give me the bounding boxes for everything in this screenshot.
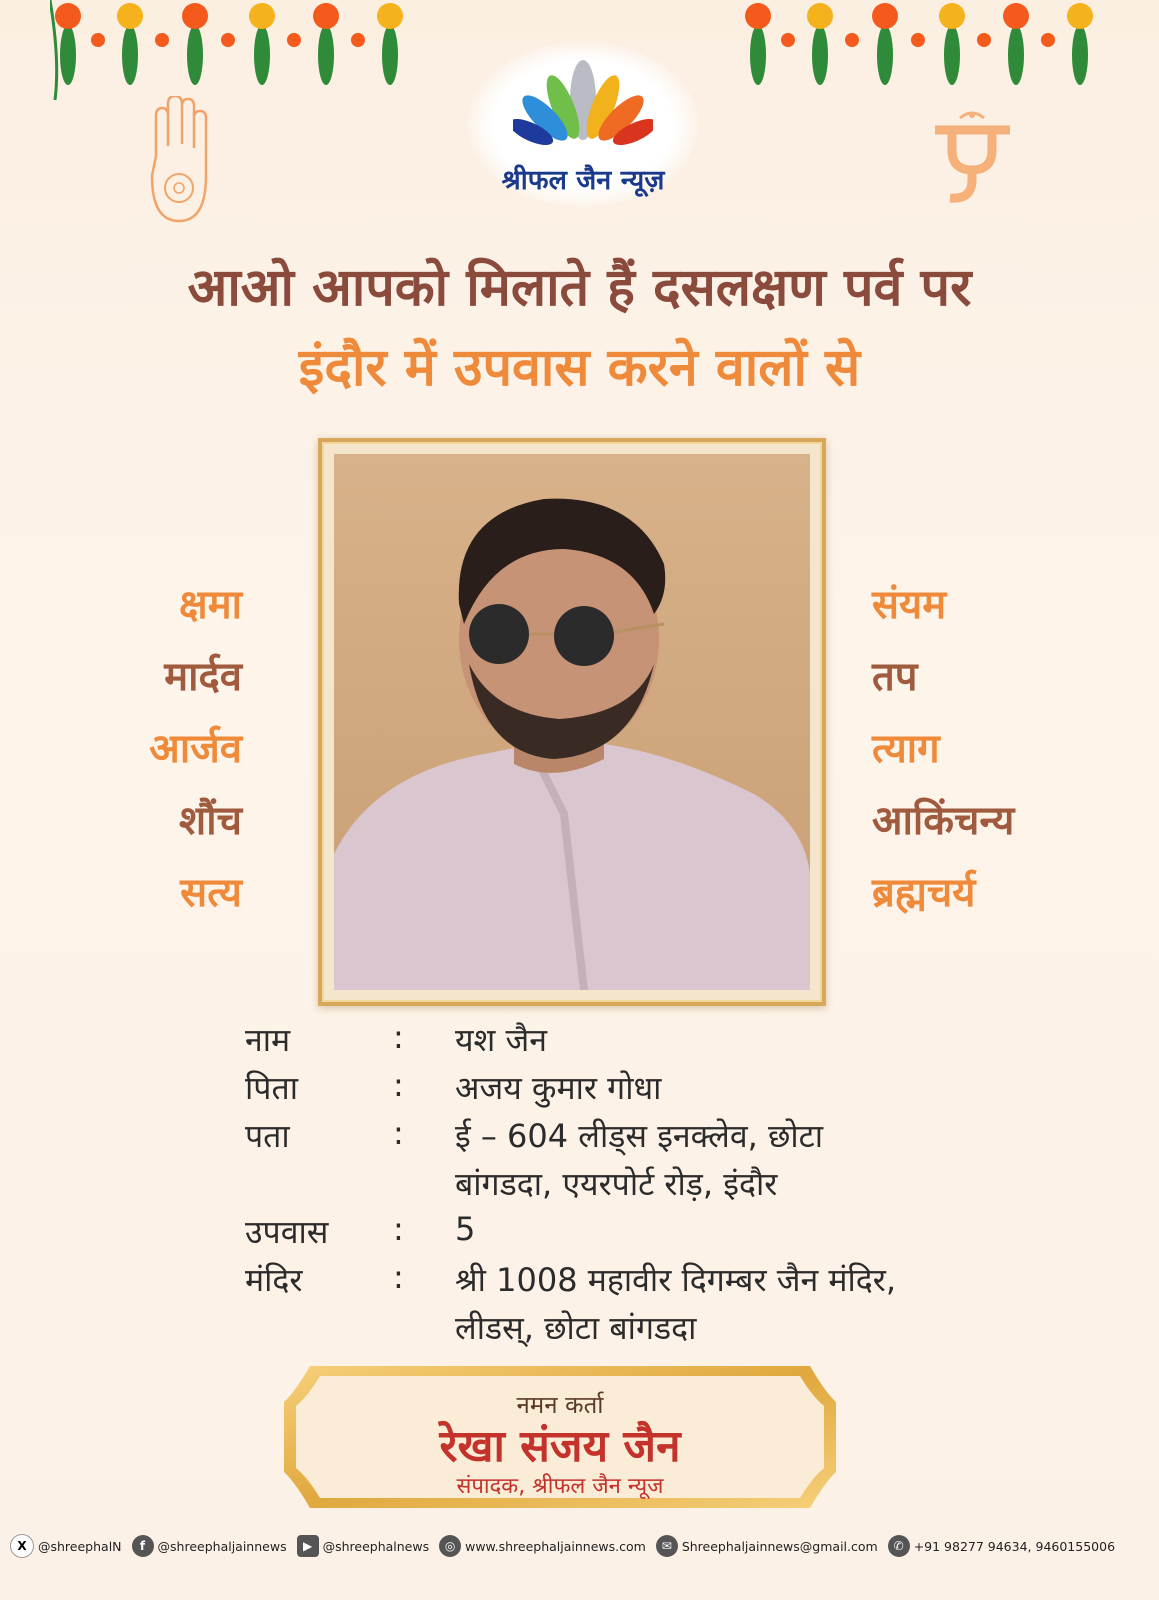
colon: : <box>393 1210 404 1248</box>
phone-icon: ✆ <box>888 1535 910 1557</box>
footer-email[interactable] <box>656 1535 878 1557</box>
footer-website[interactable] <box>439 1535 646 1557</box>
headline-line-1: आओ आपको मिलाते हैं दसलक्षण पर्व पर <box>187 258 972 318</box>
portrait-frame <box>318 438 826 1006</box>
flower-garland-left <box>50 0 420 105</box>
jain-hand-icon <box>148 96 210 224</box>
temple-label: मंदिर <box>245 1261 303 1299</box>
globe-icon: ◎ <box>439 1535 461 1557</box>
colon: : <box>393 1066 404 1104</box>
email-icon: ✉ <box>656 1535 678 1557</box>
father-value: अजय कुमार गोधा <box>455 1069 662 1107</box>
logo-text: श्रीफल जैन न्यूज़ <box>501 165 665 196</box>
footer-phone[interactable] <box>888 1535 1115 1557</box>
footer-bar <box>10 1528 1149 1564</box>
virtue-akinchanya: आकिंचन्य <box>872 798 1015 844</box>
fast-value: 5 <box>455 1210 476 1248</box>
hreem-symbol-icon <box>930 110 1015 205</box>
fast-label: उपवास <box>245 1213 329 1251</box>
virtue-satya: सत्य <box>180 870 242 916</box>
footer <box>0 1528 1159 1600</box>
plaque-role: संपादक, श्रीफल जैन न्यूज <box>456 1474 664 1499</box>
dedication-plaque <box>280 1362 840 1512</box>
virtue-tyag: त्याग <box>872 726 940 772</box>
father-label: पिता <box>245 1069 298 1107</box>
virtue-kshama: क्षमा <box>179 582 242 628</box>
temple-line-2: लीडस्, छोटा बांगडदा <box>455 1309 697 1347</box>
virtue-tap: तप <box>872 654 918 700</box>
virtue-shauch: शौंच <box>179 798 242 844</box>
virtue-sanyam: संयम <box>872 582 947 628</box>
address-line-2: बांगडदा, एयरपोर्ट रोड़, इंदौर <box>455 1165 778 1203</box>
virtue-arjav: आर्जव <box>149 726 242 772</box>
address-label: पता <box>245 1117 290 1155</box>
facebook-handle: @shreephaljainnews <box>157 1538 287 1554</box>
flower-garland-right <box>740 0 1110 105</box>
colon: : <box>393 1018 404 1056</box>
youtube-handle: @shreephalnews <box>322 1538 430 1554</box>
facebook-icon: f <box>132 1535 154 1557</box>
name-value: यश जैन <box>455 1021 547 1059</box>
address-line-1: ई – 604 लीड्स इनक्लेव, छोटा <box>455 1117 824 1155</box>
temple-line-1: श्री 1008 महावीर दिगम्बर जैन मंदिर, <box>455 1261 897 1299</box>
colon: : <box>393 1114 404 1152</box>
portrait-photo <box>334 454 810 990</box>
footer-youtube[interactable] <box>297 1535 430 1557</box>
shreephal-logo <box>468 42 698 207</box>
lotus-icon <box>513 52 653 157</box>
phone-numbers: +91 98277 94634, 9460155006 <box>913 1538 1116 1554</box>
website-url: www.shreephaljainnews.com <box>465 1538 646 1554</box>
x-handle: @shreephalN <box>38 1538 122 1554</box>
footer-facebook[interactable] <box>132 1535 287 1557</box>
youtube-icon: ▶ <box>297 1535 319 1557</box>
x-icon: X <box>10 1534 34 1558</box>
email-address: Shreephaljainnews@gmail.com <box>681 1538 878 1554</box>
plaque-name: रेखा संजय जैन <box>439 1421 681 1472</box>
colon: : <box>393 1258 404 1296</box>
plaque-title: नमन कर्ता <box>516 1391 604 1419</box>
footer-x[interactable] <box>10 1534 122 1558</box>
virtue-brahmacharya: ब्रह्मचर्य <box>872 870 976 916</box>
name-label: नाम <box>245 1021 291 1059</box>
headline-line-2: इंदौर में उपवास करने वालों से <box>298 338 861 398</box>
virtue-mardav: मार्दव <box>164 654 242 700</box>
